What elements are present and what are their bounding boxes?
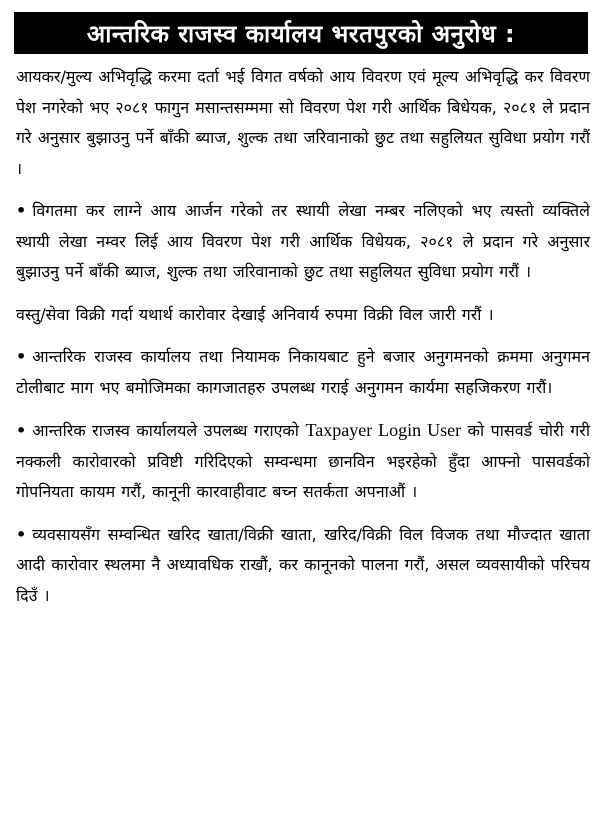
paragraph-text: विगतमा कर लाग्ने आय आर्जन गरेको तर स्थायी लेखा नम्बर नलिएको भए त्यस्तो व्यक्तिले स्थायी लेखा नम्वर लिई आय विवरण पेश गरी आर्थिक विधेयक, २०८१ ले प्रदान गरे अनुसार बुझाउनु पर्ने बाँकी ब्याज, शुल्क तथा जरिवानाको छुट तथा सहुलियत सुविधा प्रयोग गरौं ।	[16, 201, 590, 281]
paragraph-3	[16, 300, 590, 331]
paragraph-6	[16, 520, 590, 612]
paragraph-text: व्यवसायसँग सम्वन्धित खरिद खाता/विक्री खाता, खरिद/विक्री विल विजक तथा मौज्दात खाता आदी कारोवार स्थलमा नै अध्यावधिक राखौं, कर कानूनको पालना गरौं, असल व्यवसायीको परिचय दिउँ ।	[16, 524, 590, 605]
bullet-icon: •	[16, 201, 27, 220]
page-title: आन्तरिक राजस्व कार्यालय भरतपुरको अनुरोध :	[86, 19, 516, 48]
bullet-icon: •	[16, 347, 27, 366]
notice-body	[16, 62, 590, 623]
bullet-icon: •	[16, 524, 27, 544]
header-banner	[14, 12, 588, 54]
paragraph-text-before: आन्तरिक राजस्व कार्यालयले उपलब्ध गराएको	[32, 421, 306, 440]
bullet-icon: •	[16, 421, 27, 440]
paragraph-text-after: को पासवर्ड चोरी गरी नक्कली कारोवारको प्रविष्टी गरिदिएको सम्वन्धमा छानविन भइरहेको हुँदा आफ्नो पासवर्डको गोपनियता कायम गरौं, कानूनी कारवाहीवाट बच्न सतर्कता अपनाऔं ।	[16, 421, 590, 501]
paragraph-4	[16, 342, 590, 403]
paragraph-1	[16, 62, 590, 184]
paragraph-2	[16, 196, 590, 288]
paragraph-text: आयकर/मुल्य अभिवृद्धि करमा दर्ता भई विगत वर्षको आय विवरण एवं मूल्य अभिवृद्धि कर विवरण पेश नगरेको भए २०८१ फागुन मसान्तसम्ममा सो विवरण पेश गरी आर्थिक बिधेयक, २०८१ ले प्रदान गरे अनुसार बुझाउनु पर्ने बाँकी ब्याज, शुल्क तथा जरिवानाको छुट तथा सहुलियत सुविधा प्रयोग गरौं ।	[16, 67, 590, 178]
paragraph-5	[16, 415, 590, 508]
paragraph-text: वस्तु/सेवा विक्री गर्दा यथार्थ कारोवार देखाई अनिवार्य रुपमा विक्री विल जारी गरौं ।	[16, 304, 494, 324]
paragraph-text: आन्तरिक राजस्व कार्यालय तथा नियामक निकायबाट हुने बजार अनुगमनको क्रममा अनुगमन टोलीबाट माग भए बमोजिमका कागजातहरु उपलब्ध गराई अनुगमन कार्यमा सहजिकरण गरौं।	[16, 347, 590, 397]
taxpayer-login-user-text: Taxpayer Login User	[305, 420, 462, 440]
